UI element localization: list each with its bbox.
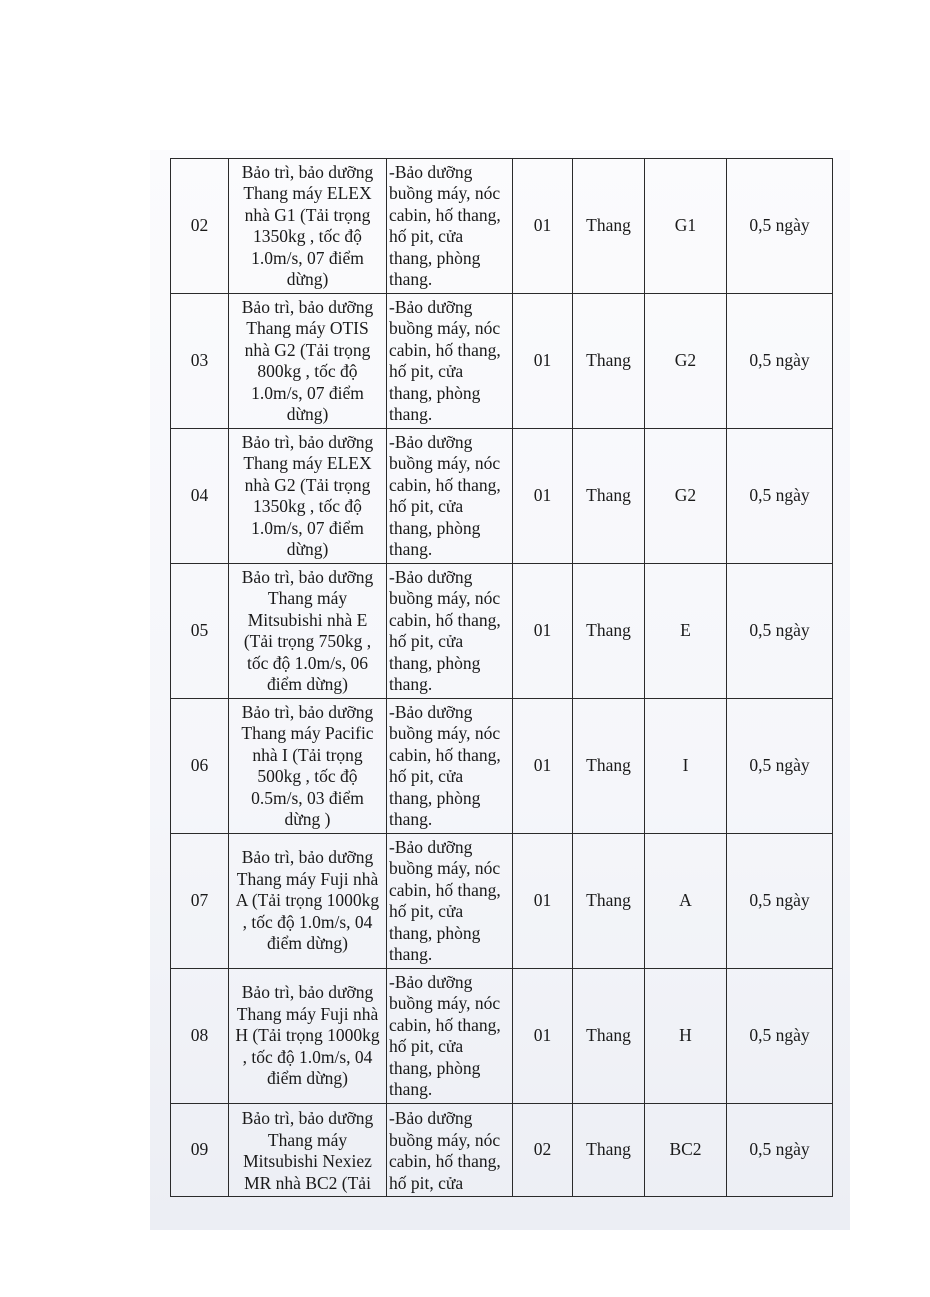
location-cell: H xyxy=(645,969,727,1104)
unit-cell: Thang xyxy=(573,699,645,834)
task-name-line: nhà I (Tải trọng xyxy=(252,744,363,765)
task-name-line: Thang máy Pacific xyxy=(241,723,374,743)
task-name-line: Thang máy Fuji nhà xyxy=(236,1003,379,1024)
duration-cell: 0,5 ngày xyxy=(727,1104,833,1197)
task-name-line: Thang máy xyxy=(267,1129,348,1150)
table-row xyxy=(171,699,833,834)
task-name-line: dừng) xyxy=(286,269,329,289)
task-content-line: cabin, hố thang, xyxy=(389,609,501,630)
location-cell: I xyxy=(645,699,727,834)
task-content-line: hố pit, cửa xyxy=(389,766,464,786)
unit-cell: Thang xyxy=(573,834,645,969)
unit-cell: Thang xyxy=(573,969,645,1104)
task-content-cell xyxy=(387,969,513,1104)
task-name-line: MR nhà BC2 (Tải xyxy=(244,1172,371,1193)
row-number-cell: 03 xyxy=(171,294,229,429)
location-cell: G2 xyxy=(645,294,727,429)
task-content-line: hố pit, cửa xyxy=(389,1036,464,1056)
task-content-line: thang, phòng xyxy=(389,652,481,673)
task-content-line: -Bảo dưỡng xyxy=(389,566,473,587)
task-content-line: hố pit, cửa xyxy=(389,1172,464,1193)
task-name-line: Thang máy xyxy=(267,588,348,608)
task-name-line: nhà G1 (Tải trọng xyxy=(244,204,371,225)
duration-cell: 0,5 ngày xyxy=(727,834,833,969)
task-content-line: thang. xyxy=(389,944,433,964)
row-number-cell: 02 xyxy=(171,159,229,294)
task-content-line: thang, phòng xyxy=(389,922,481,943)
quantity-cell: 01 xyxy=(513,564,573,699)
task-name-line: điểm dừng) xyxy=(267,674,348,694)
table-row xyxy=(171,564,833,699)
task-name-line: dừng) xyxy=(286,539,329,559)
task-name-line: tốc độ 1.0m/s, 06 xyxy=(246,652,369,673)
task-name-line: H (Tải trọng 1000kg xyxy=(235,1025,380,1046)
task-content-line: thang, phòng xyxy=(389,382,481,403)
task-name-line: Mitsubishi Nexiez xyxy=(243,1151,372,1171)
task-content-cell xyxy=(387,1104,513,1197)
location-cell: BC2 xyxy=(645,1104,727,1197)
table-row xyxy=(171,834,833,969)
task-content-line: thang. xyxy=(389,674,433,694)
quantity-cell: 01 xyxy=(513,159,573,294)
duration-cell: 0,5 ngày xyxy=(727,429,833,564)
task-name-line: 1350kg , tốc độ xyxy=(253,496,362,516)
task-name-line: điểm dừng) xyxy=(267,933,348,954)
task-name-line: 800kg , tốc độ xyxy=(257,361,358,381)
location-cell: A xyxy=(645,834,727,969)
task-content-line: buồng máy, nóc xyxy=(389,183,501,203)
task-content-cell xyxy=(387,429,513,564)
task-content-line: buồng máy, nóc xyxy=(389,723,501,743)
task-content-line: -Bảo dưỡng xyxy=(389,1108,473,1128)
task-content-line: hố pit, cửa xyxy=(389,361,464,381)
task-content-line: thang, phòng xyxy=(389,1057,481,1078)
task-name-line: 1350kg , tốc độ xyxy=(253,226,362,246)
table-row xyxy=(171,294,833,429)
task-name-line: Thang máy ELEX xyxy=(243,453,372,473)
task-name-line: (Tải trọng 750kg , xyxy=(243,631,372,651)
task-content-line: cabin, hố thang, xyxy=(389,474,501,495)
table-row xyxy=(171,969,833,1104)
location-cell: G1 xyxy=(645,159,727,294)
task-content-line: thang, phòng xyxy=(389,247,481,268)
task-content-cell xyxy=(387,294,513,429)
task-content-line: thang. xyxy=(389,1079,433,1099)
maintenance-table xyxy=(170,158,833,1197)
quantity-cell: 01 xyxy=(513,699,573,834)
task-name-line: Bảo trì, bảo dưỡng xyxy=(241,1108,374,1128)
quantity-cell: 02 xyxy=(513,1104,573,1197)
task-name-line: Bảo trì, bảo dưỡng xyxy=(241,161,374,182)
task-name-line: dừng) xyxy=(286,404,329,424)
task-name-line: Thang máy ELEX xyxy=(243,183,372,203)
quantity-cell: 01 xyxy=(513,294,573,429)
task-content-line: thang, phòng xyxy=(389,517,481,538)
unit-cell: Thang xyxy=(573,159,645,294)
task-content-cell xyxy=(387,159,513,294)
duration-cell: 0,5 ngày xyxy=(727,699,833,834)
task-name-line: điểm dừng) xyxy=(267,1068,348,1089)
task-content-line: thang. xyxy=(389,809,433,829)
task-name-line: 1.0m/s, 07 điểm xyxy=(251,247,364,268)
task-content-line: hố pit, cửa xyxy=(389,901,464,921)
task-content-line: hố pit, cửa xyxy=(389,496,464,516)
task-content-line: -Bảo dưỡng xyxy=(389,431,473,452)
task-name-line: Mitsubishi nhà E xyxy=(247,609,368,630)
task-name-line: dừng ) xyxy=(284,809,331,829)
task-content-line: buồng máy, nóc xyxy=(389,453,501,473)
task-content-line: thang. xyxy=(389,404,433,424)
task-name-line: 500kg , tốc độ xyxy=(257,766,358,786)
task-name-cell xyxy=(229,159,387,294)
task-content-cell xyxy=(387,834,513,969)
task-name-line: Bảo trì, bảo dưỡng xyxy=(241,701,374,722)
maintenance-table-container xyxy=(170,158,832,1197)
task-name-cell xyxy=(229,429,387,564)
task-content-line: buồng máy, nóc xyxy=(389,1129,501,1150)
table-body xyxy=(171,159,833,1197)
task-content-line: hố pit, cửa xyxy=(389,226,464,246)
task-content-line: thang. xyxy=(389,269,433,289)
task-content-line: -Bảo dưỡng xyxy=(389,296,473,317)
duration-cell: 0,5 ngày xyxy=(727,969,833,1104)
task-name-line: nhà G2 (Tải trọng xyxy=(244,474,371,495)
row-number-cell: 09 xyxy=(171,1104,229,1197)
task-name-line: Bảo trì, bảo dưỡng xyxy=(241,296,374,317)
task-name-cell xyxy=(229,834,387,969)
task-content-line: buồng máy, nóc xyxy=(389,588,501,608)
task-name-line: Bảo trì, bảo dưỡng xyxy=(241,566,374,587)
duration-cell: 0,5 ngày xyxy=(727,564,833,699)
task-content-cell xyxy=(387,564,513,699)
task-content-line: cabin, hố thang, xyxy=(389,744,501,765)
task-name-cell xyxy=(229,1104,387,1197)
task-content-line: cabin, hố thang, xyxy=(389,204,501,225)
unit-cell: Thang xyxy=(573,564,645,699)
task-name-cell xyxy=(229,564,387,699)
task-name-line: 1.0m/s, 07 điểm xyxy=(251,382,364,403)
location-cell: E xyxy=(645,564,727,699)
unit-cell: Thang xyxy=(573,1104,645,1197)
task-name-line: 1.0m/s, 07 điểm xyxy=(251,517,364,538)
row-number-cell: 05 xyxy=(171,564,229,699)
task-content-line: -Bảo dưỡng xyxy=(389,701,473,722)
task-content-line: buồng máy, nóc xyxy=(389,993,501,1013)
quantity-cell: 01 xyxy=(513,969,573,1104)
task-content-line: cabin, hố thang, xyxy=(389,1151,501,1171)
table-row xyxy=(171,429,833,564)
location-cell: G2 xyxy=(645,429,727,564)
task-name-cell xyxy=(229,969,387,1104)
task-content-line: cabin, hố thang, xyxy=(389,339,501,360)
task-content-line: hố pit, cửa xyxy=(389,631,464,651)
task-content-line: buồng máy, nóc xyxy=(389,318,501,338)
task-content-line: buồng máy, nóc xyxy=(389,858,501,878)
task-content-line: -Bảo dưỡng xyxy=(389,161,473,182)
table-row xyxy=(171,1104,833,1197)
task-content-line: -Bảo dưỡng xyxy=(389,971,473,992)
task-name-line: A (Tải trọng 1000kg xyxy=(235,890,380,911)
task-content-line: thang. xyxy=(389,539,433,559)
quantity-cell: 01 xyxy=(513,429,573,564)
table-row xyxy=(171,159,833,294)
task-name-line: Bảo trì, bảo dưỡng xyxy=(241,847,374,868)
unit-cell: Thang xyxy=(573,429,645,564)
task-name-line: Bảo trì, bảo dưỡng xyxy=(241,431,374,452)
row-number-cell: 04 xyxy=(171,429,229,564)
task-name-line: Thang máy Fuji nhà xyxy=(236,868,379,889)
task-content-line: -Bảo dưỡng xyxy=(389,836,473,857)
task-name-line: nhà G2 (Tải trọng xyxy=(244,339,371,360)
row-number-cell: 08 xyxy=(171,969,229,1104)
task-name-cell xyxy=(229,699,387,834)
task-content-line: cabin, hố thang, xyxy=(389,1014,501,1035)
row-number-cell: 06 xyxy=(171,699,229,834)
task-name-line: 0.5m/s, 03 điểm xyxy=(251,787,364,808)
task-name-line: , tốc độ 1.0m/s, 04 xyxy=(242,911,373,932)
row-number-cell: 07 xyxy=(171,834,229,969)
duration-cell: 0,5 ngày xyxy=(727,294,833,429)
duration-cell: 0,5 ngày xyxy=(727,159,833,294)
unit-cell: Thang xyxy=(573,294,645,429)
task-name-cell xyxy=(229,294,387,429)
task-content-line: thang, phòng xyxy=(389,787,481,808)
task-name-line: Bảo trì, bảo dưỡng xyxy=(241,982,374,1003)
task-name-line: , tốc độ 1.0m/s, 04 xyxy=(242,1046,373,1067)
task-content-line: cabin, hố thang, xyxy=(389,879,501,900)
task-name-line: Thang máy OTIS xyxy=(246,318,369,338)
task-content-cell xyxy=(387,699,513,834)
quantity-cell: 01 xyxy=(513,834,573,969)
